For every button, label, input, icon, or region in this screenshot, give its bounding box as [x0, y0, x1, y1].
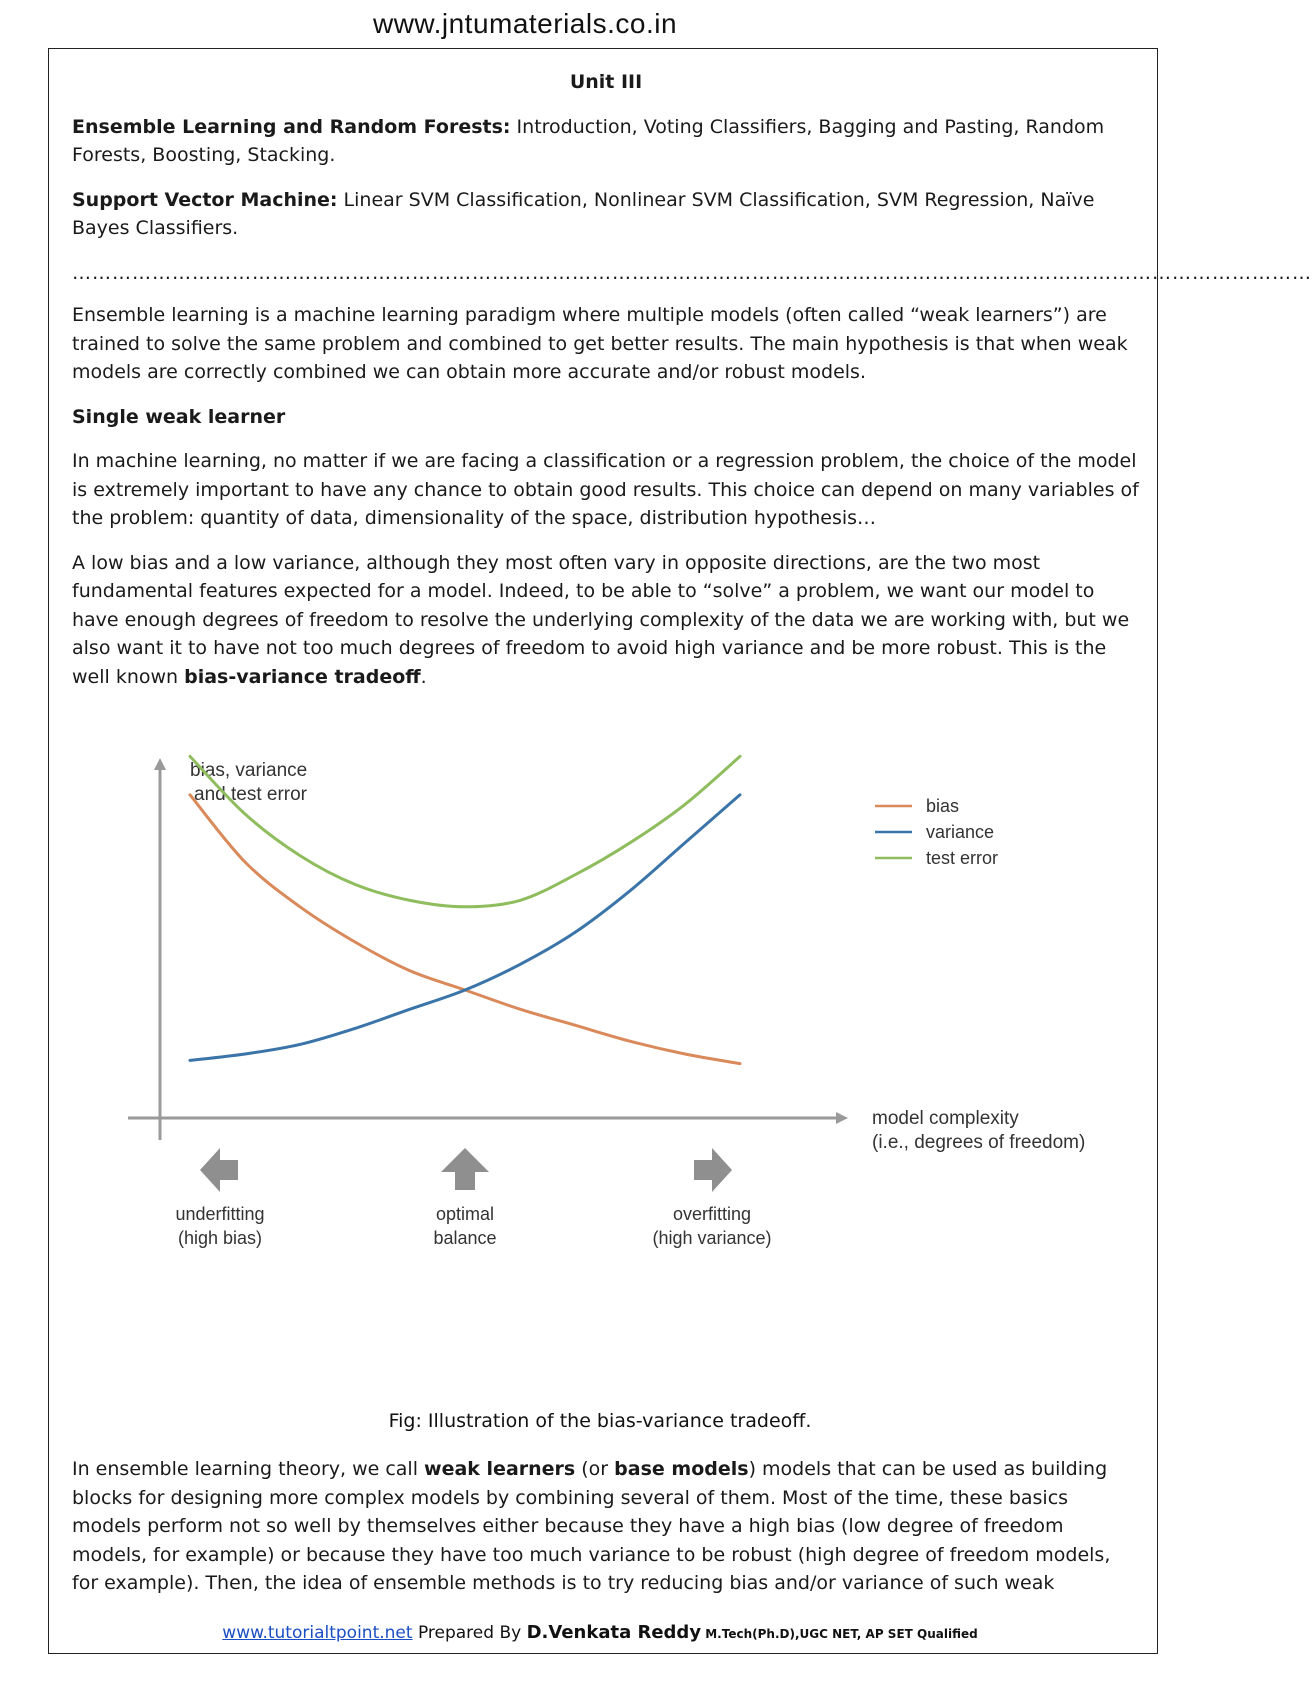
syllabus-svm-heading: Support Vector Machine:	[72, 188, 338, 211]
site-header: www.jntumaterials.co.in	[372, 8, 678, 39]
x-axis-arrowhead	[836, 1112, 848, 1124]
footer-qualification: M.Tech(Ph.D),UGC NET, AP SET Qualified	[701, 1627, 978, 1641]
chart-annotations	[175, 1148, 771, 1248]
page-content	[72, 68, 1312, 707]
legend-label-variance: variance	[926, 822, 995, 842]
syllabus-svm-text: Linear SVM Classification, Nonlinear SVM Classification, SVM Regression, Naïve Bayes Classifiers.	[72, 188, 1095, 239]
final-text-1: In ensemble learning theory, we call	[72, 1458, 425, 1480]
section-heading: Single weak learner	[72, 405, 286, 428]
up-arrow-icon	[441, 1148, 489, 1190]
syllabus-ensemble-heading: Ensemble Learning and Random Forests:	[72, 115, 511, 138]
left-arrow-icon	[200, 1148, 238, 1192]
figure-caption: Fig: Illustration of the bias-variance tradeoff.	[388, 1410, 812, 1432]
right-arrow-icon	[694, 1148, 732, 1192]
syllabus-svm	[72, 186, 1140, 243]
annotation-overfitting-line1: overfitting	[672, 1204, 752, 1224]
annotation-underfitting-line2: (high bias)	[177, 1228, 263, 1248]
legend-label-test-error: test error	[926, 848, 999, 868]
final-bold-weak-learners: weak learners	[424, 1458, 576, 1480]
paragraph-2-text: A low bias and a low variance, although they most often vary in opposite directions, are the two most fundamental features expected for a model. Indeed, to be able to “solve” a problem, we want our model to have enough degrees of freedom to resolve the underlying complexity of the data we are working with, but we also want it to have not too much degrees of freedom to avoid high variance and be more robust. This is the well known	[72, 551, 1130, 688]
paragraph-2-end: .	[420, 665, 427, 688]
annotation-optimal-line2: balance	[433, 1228, 497, 1248]
section-paragraph-1: In machine learning, no matter if we are facing a classification or a regression problem, the choice of the model is extremely important to have any chance to obtain good results. This choice can depend on many variables of the problem: quantity of data, dimensionality of the space, distribution hypothesis…	[72, 450, 1139, 529]
annotation-optimal-line1: optimal	[435, 1204, 495, 1224]
dotted-separator: ……………………………………………………………………………………………………………………………………………………………………	[72, 261, 1312, 284]
annotation-underfitting-line1: underfitting	[175, 1204, 265, 1224]
footer-link[interactable]: www.tutorialtpoint.net	[222, 1623, 413, 1643]
final-paragraph	[72, 1455, 1140, 1598]
footer-prepared: Prepared By	[412, 1623, 527, 1643]
x-axis-label-line2: (i.e., degrees of freedom)	[872, 1132, 1086, 1153]
footer-author: D.Venkata Reddy	[526, 1622, 702, 1643]
unit-title: Unit III	[569, 71, 643, 93]
y-axis-arrowhead	[154, 758, 166, 770]
final-bold-base-models: base models	[614, 1458, 749, 1480]
annotation-overfitting-line2: (high variance)	[652, 1228, 772, 1248]
syllabus-ensemble-text: Introduction, Voting Classifiers, Bagging and Pasting, Random Forests, Boosting, Stacking.	[72, 115, 1105, 166]
legend-label-bias: bias	[926, 796, 960, 816]
x-axis-label-line1: model complexity	[872, 1108, 1019, 1129]
bias-variance-chart	[100, 748, 1120, 1368]
intro-paragraph: Ensemble learning is a machine learning paradigm where multiple models (often called “weak learners”) are trained to solve the same problem and combined to get better results. The main hypothesis is that when weak models are correctly combined we can obtain more accurate and/or robust models.	[72, 304, 1128, 383]
syllabus-ensemble	[72, 113, 1140, 170]
chart-svg	[100, 748, 1120, 1368]
chart-legend	[875, 796, 998, 868]
paragraph-2-bold: bias-variance tradeoff	[184, 665, 421, 688]
section-paragraph-2	[72, 549, 1140, 692]
final-text-2: (or	[575, 1458, 615, 1480]
chart-axes	[128, 758, 848, 1140]
y-axis-label-line1: bias, variance	[190, 760, 308, 781]
final-text-3: ) models that can be used as building blocks for designing more complex models by combining several of them. Most of the time, these basics models perform not so well by themselves either because they have a high bias (low degree of freedom models, for example) or because they have too much variance to be robust (high degree of freedom models, for example). Then, the idea of ensemble methods is to try reducing bias and/or variance of such weak	[72, 1458, 1111, 1594]
page-footer	[0, 1622, 1200, 1643]
y-axis-label-line2: and test error	[194, 784, 307, 805]
series-line-variance	[190, 795, 740, 1061]
